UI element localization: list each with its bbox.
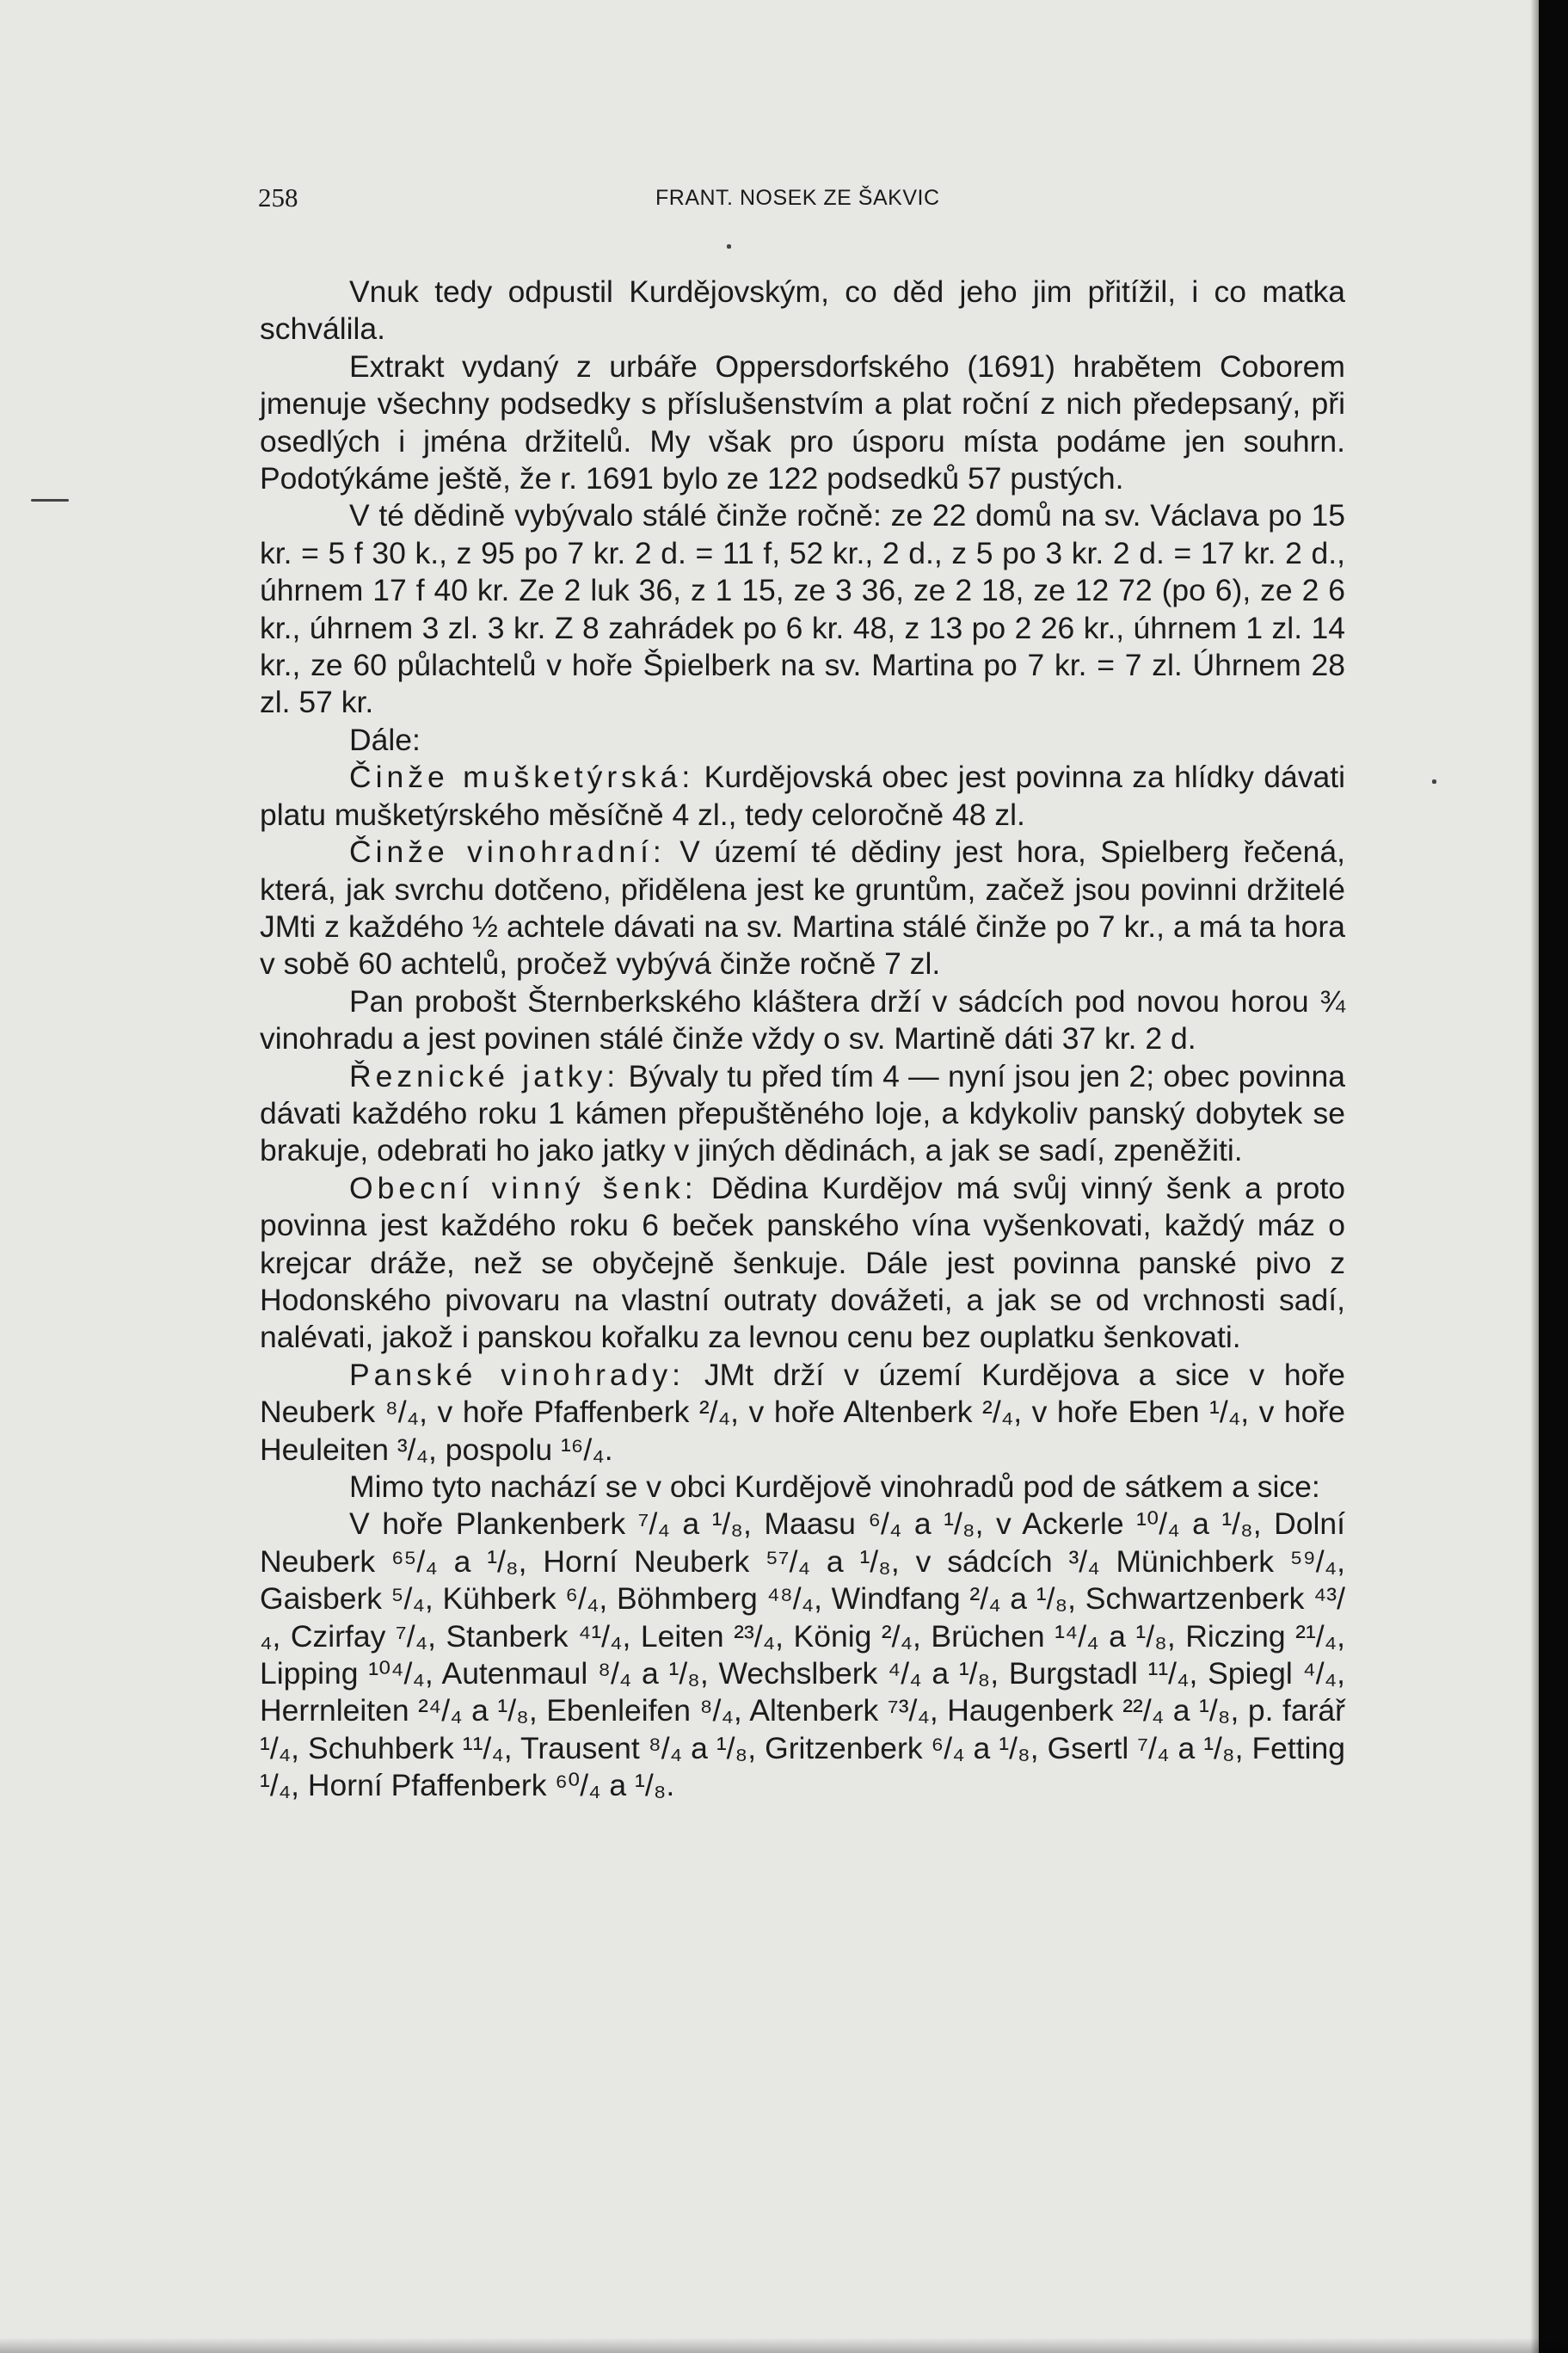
section-lead: Obecní vinný šenk: xyxy=(349,1170,698,1205)
section-lead: Činže vinohradní: xyxy=(349,835,666,870)
paragraph-tithe-vineyards: Mimo tyto nachází se v obci Kurdějově vinohradů pod de sátkem a sice: xyxy=(349,1469,1320,1504)
section-lead: Činže mušketýrská: xyxy=(349,760,695,795)
section-lead: Řeznické jatky: xyxy=(349,1058,620,1093)
paragraph-vineyard-list: V hoře Plankenberk ⁷/₄ a ¹/₈, Maasu ⁶/₄ a ¹/₈, v Ackerle ¹⁰/₄ a ¹/₈, Dolní Neuberk ⁶⁵/₄ a ¹/₈, Horní Neuberk ⁵⁷/₄ a ¹/₈, v sádcích ³/₄ Münichberk ⁵⁹/₄, Gaisberk ⁵/₄, Kühberk ⁶/₄, Böhmberg ⁴⁸/₄, Windfang ²/₄ a ¹/₈, Schwartzenberk ⁴³/₄, Czirfay ⁷/₄, Stanberk ⁴¹/₄, Leiten ²³/₄, König ²/₄, Brüchen ¹⁴/₄ a ¹/₈, Riczing ²¹/₄, Lipping ¹⁰⁴/₄, Autenmaul ⁸/₄ a ¹/₈, Wechslberk ⁴/₄ a ¹/₈, Burgstadl ¹¹/₄, Spiegl ⁴/₄, Herrnleiten ²⁴/₄ a ¹/₈, Ebenleifen ⁸/₄, Altenberk ⁷³/₄, Haugenberk ²²/₄ a ¹/₈, p. farář ¹/₄, Schuhberk ¹¹/₄, Trausent ⁸/₄ a ¹/₈, Gritzenberk ⁶/₄ a ¹/₈, Gsertl ⁷/₄ a ¹/₈, Fetting ¹/₄, Horní Pfaffenberk ⁶⁰/₄ a ¹/₈. xyxy=(260,1506,1345,1803)
scan-speck xyxy=(31,499,69,502)
paragraph-provost: Pan probošt Šternberkského kláštera drží v sádcích pod novou horou ¾ vinohradu a jest povinen stálé činže vždy o sv. Martině dáti 37 kr. 2 d. xyxy=(260,983,1345,1056)
paragraph-wine-tavern: Obecní vinný šenk: Dědina Kurdějov má svůj vinný šenk a proto povinna jest každého roku 6 beček panského vína vyšenkovati, každý máz o krejcar dráže, než se obyčejně šenkuje. Dále jest povinna panské pivo z Hodonského pivovaru na vlastní outraty dovážeti, a jak se od vrchnosti sadí, nalévati, jakož i panskou kořalku za levnou cenu bez ouplatku šenkovati. xyxy=(260,1170,1346,1355)
scan-shadow-bottom xyxy=(0,2338,1568,2353)
paragraph-lord-vineyards: Panské vinohrady: JMt drží v území Kurdějova a sice v hoře Neuberk ⁸/₄, v hoře Pfaffenberk ²/₄, v hoře Altenberk ²/₄, v hoře Eben ¹/₄, v hoře Heuleiten ³/₄, pospolu ¹⁶/₄. xyxy=(260,1357,1345,1467)
paragraph-vineyard-tax: Činže vinohradní: V území té dědiny jest hora, Spielberg řečená, která, jak svrchu dotčeno, přidělena jest ke gruntům, začež jsou povinni držitelé JMti z každého ½ achtele dávati na sv. Martina stálé činže po 7 kr., a má ta hora v sobě 60 achtelů, pročež vybývá činže ročně 7 zl. xyxy=(260,835,1345,982)
paragraph-butchery: Řeznické jatky: Bývaly tu před tím 4 — nyní jsou jen 2; obec povinna dávati každého roku 1 kámen přepuštěného loje, a kdykoliv panský dobytek se brakuje, odebrati ho jako jatky v jiných dědinách, a jak se sadí, zpeněžiti. xyxy=(260,1058,1345,1168)
running-title: FRANT. NOSEK ZE ŠAKVIC xyxy=(655,186,940,210)
body-text xyxy=(260,274,1345,1805)
paragraph-urbar-extract: Extrakt vydaný z urbáře Oppersdorfského (1691) hrabětem Coborem jmenuje všechny podsedky s příslušenstvím a plat roční z nich předepsaný, při osedlých i jména držitelů. My však pro úsporu místa podáme jen souhrn. Podotýkáme ještě, že r. 1691 bylo ze 122 podsedků 57 pustých. xyxy=(260,348,1345,496)
section-lead: Panské vinohrady: xyxy=(349,1357,686,1392)
scan-speck xyxy=(727,244,731,249)
scan-border-right xyxy=(1539,0,1568,2353)
paragraph-musketeer-tax: Činže mušketýrská: Kurdějovská obec jest povinna za hlídky dávati platu mušketýrského měsíčně 4 zl., tedy celoročně 48 zl. xyxy=(260,760,1345,832)
paragraph-further: Dále: xyxy=(349,722,421,757)
page-header xyxy=(258,182,1355,217)
scan-speck xyxy=(1432,779,1436,784)
paragraph-forgiveness: Vnuk tedy odpustil Kurdějovským, co děd jeho jim přitížil, i co matka schválila. xyxy=(260,274,1345,347)
paragraph-annual-rent: V té dědině vybývalo stálé činže ročně: ze 22 domů na sv. Václava po 15 kr. = 5 f 30 k., z 95 po 7 kr. 2 d. = 11 f, 52 kr., 2 d., z 5 po 3 kr. 2 d. = 17 kr. 2 d., úhrnem 17 f 40 kr. Ze 2 luk 36, z 1 15, ze 3 36, ze 2 18, ze 12 72 (po 6), ze 2 6 kr., úhrnem 3 zl. 3 kr. Z 8 zahrádek po 6 kr. 48, z 13 po 2 26 kr., úhrnem 1 zl. 14 kr., ze 60 půlachtelů v hoře Špielberk na sv. Martina po 7 kr. = 7 zl. Úhrnem 28 zl. 57 kr. xyxy=(260,498,1345,720)
scan-shadow-right xyxy=(1530,0,1539,2353)
page-number: 258 xyxy=(258,182,298,213)
